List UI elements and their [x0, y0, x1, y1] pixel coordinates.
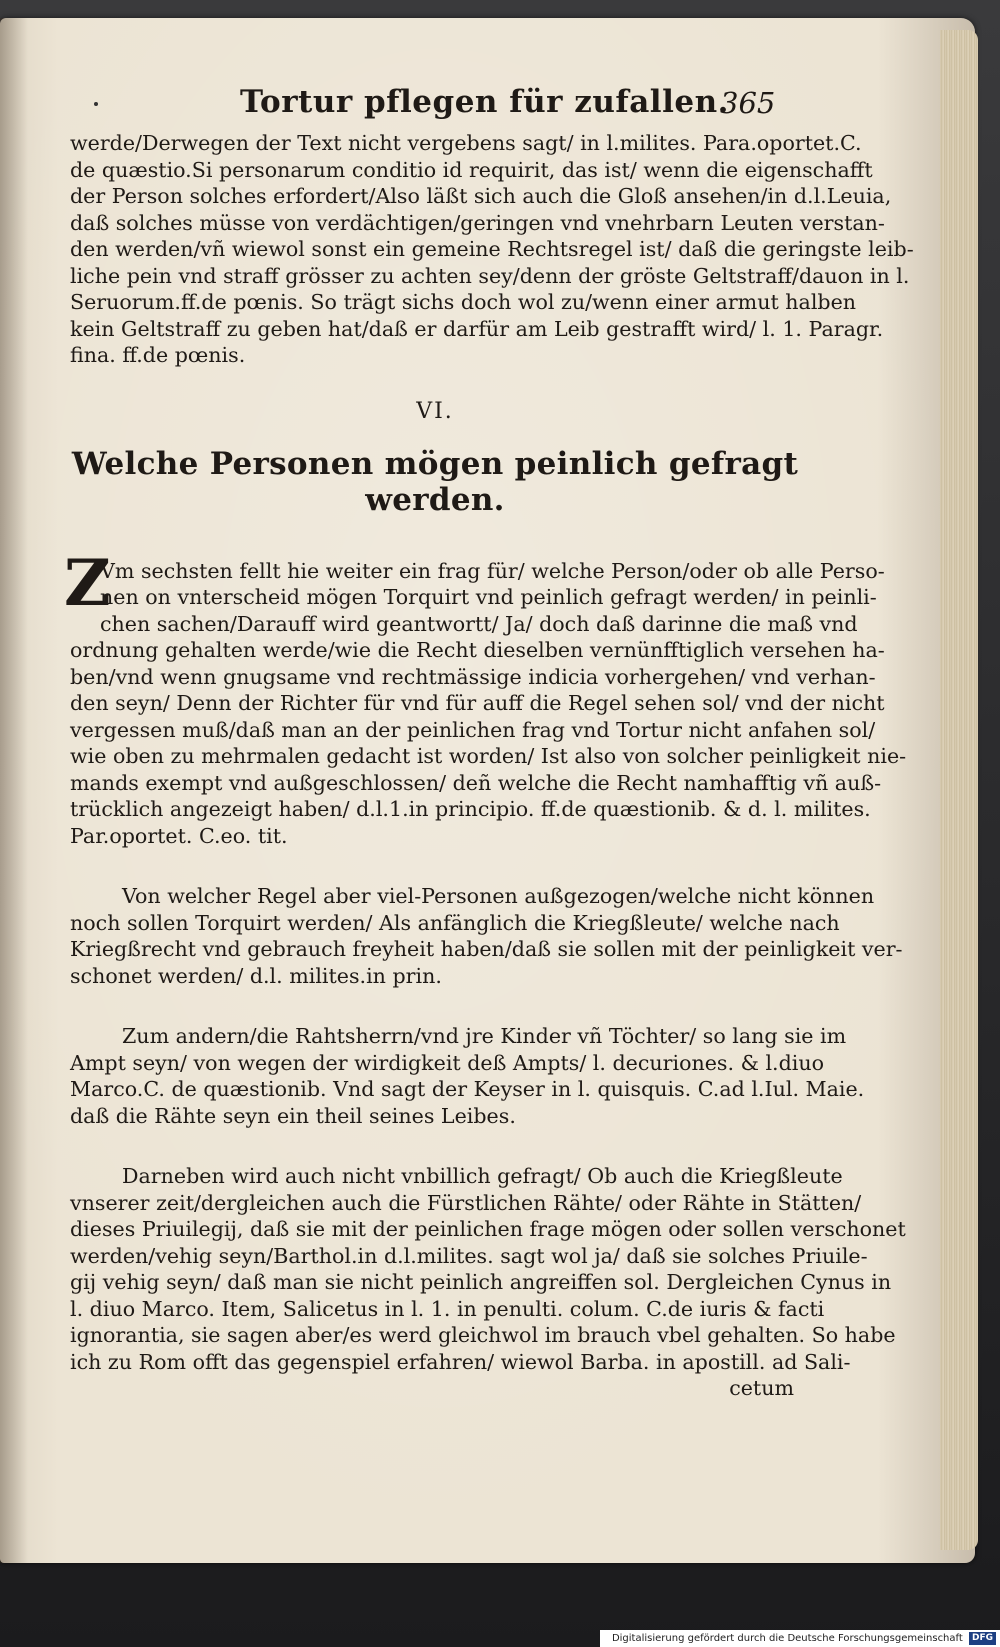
text-line: noch sollen Torquirt werden/ Als anfänglich die Kriegßleute/ welche nach: [70, 910, 840, 935]
text-line: Seruorum.ff.de pœnis. So trägt sichs doch wol zu/wenn einer armut halben: [70, 290, 857, 314]
credit-text: Digitalisierung gefördert durch die Deutsche Forschungsgemeinschaft: [611, 1633, 963, 1644]
text-line: ordnung gehalten werde/wie die Recht dieselben vernünfftiglich versehen ha-: [70, 638, 885, 662]
text-line: vnserer zeit/dergleichen auch die Fürstlichen Rähte/ oder Rähte in Stätten/: [70, 1190, 862, 1215]
page-fore-edge: [940, 30, 978, 1550]
text-line: fina. ff.de pœnis.: [70, 343, 246, 367]
catchword: cetum: [729, 1376, 794, 1400]
text-line: Par.oportet. C.eo. tit.: [70, 823, 288, 848]
text-line: Zum andern/die Rahtsherrn/vnd jre Kinder vñ Töchter/ so lang sie im: [122, 1024, 847, 1048]
running-head: [70, 80, 800, 130]
spine-shadow: [0, 18, 28, 1563]
text-line: Von welcher Regel aber viel-Personen außgezogen/welche nicht können: [122, 884, 875, 908]
ink-dot: [94, 102, 98, 106]
text-line: werde/Derwegen der Text nicht vergebens sagt/ in l.milites. Para.oportet.C.: [70, 131, 862, 155]
text-line: ben/vnd wenn gnugsame vnd rechtmässige indicia vorhergehen/ vnd verhan-: [70, 664, 876, 689]
text-line: mands exempt vnd außgeschlossen/ deñ welche die Recht namhafftig vñ auß-: [70, 770, 882, 795]
text-line: Darneben wird auch nicht vnbillich gefragt/ Ob auch die Kriegßleute: [122, 1164, 843, 1188]
page-number: 365: [720, 86, 776, 120]
text-line: werden/vehig seyn/Barthol.in d.l.milites. sagt wol ja/ daß sie solches Priuile-: [70, 1243, 868, 1268]
paragraph-5: [70, 1163, 906, 1375]
text-line: kein Geltstraff zu geben hat/daß er darfür am Leib gestrafft wird/ l. 1. Paragr.: [70, 316, 884, 341]
section-number: VI.: [416, 398, 454, 424]
text-line: gij vehig seyn/ daß man sie nicht peinlich angreiffen sol. Dergleichen Cynus in: [70, 1270, 892, 1294]
page-text-block: [64, 80, 914, 1402]
text-line: liche pein vnd straff grösser zu achten sey/denn der gröste Geltstraff/dauon in l.: [70, 263, 910, 288]
text-line: nen on vnterscheid mögen Torquirt vnd peinlich gefragt werden/ in peinli-: [100, 585, 877, 609]
paragraph-gap: [70, 1129, 800, 1163]
dfg-logo: DFG: [969, 1632, 996, 1645]
paragraph-4: [70, 1023, 865, 1129]
text-line: wie oben zu mehrmalen gedacht ist worden/ Ist also von solcher peinligkeit nie-: [70, 744, 907, 768]
text-line: dieses Priuilegij, daß sie mit der peinlichen frage mögen oder sollen verschonet: [70, 1217, 906, 1241]
paragraph-3: [70, 883, 903, 989]
text-line: l. diuo Marco. Item, Salicetus in l. 1. in penulti. colum. C.de iuris & facti: [70, 1296, 825, 1321]
text-line: ich zu Rom offt das gegenspiel erfahren/ wiewol Barba. in apostill. ad Sali-: [70, 1349, 851, 1374]
text-line: ignorantia, sie sagen aber/es werd gleichwol im brauch vbel gehalten. So habe: [70, 1323, 896, 1347]
paragraph-1: [70, 130, 914, 369]
drop-initial: Z: [64, 545, 111, 621]
running-title: Tortur pflegen für zufallen.: [240, 84, 729, 120]
text-line: schonet werden/ d.l. milites.in prin.: [70, 963, 442, 988]
text-line: Marco.C. de quæstionib. Vnd sagt der Keyser in l. quisquis. C.ad l.Iul. Maie.: [70, 1077, 865, 1101]
text-line: chen sachen/Darauff wird geantwortt/ Ja/ doch daß darinne die maß vnd: [100, 611, 858, 636]
text-line: trücklich angezeigt haben/ d.l.1.in principio. ff.de quæstionib. & d. l. milites.: [70, 797, 871, 821]
paragraph-gap: [70, 849, 800, 883]
text-line: Vm sechsten fellt hie weiter ein frag für/ welche Person/oder ob alle Perso-: [100, 558, 885, 583]
paragraph-gap: [70, 989, 800, 1023]
text-line: daß die Rähte seyn ein theil seines Leibes.: [70, 1103, 516, 1128]
text-line: vergessen muß/daß man an der peinlichen frag vnd Tortur nicht anfahen sol/: [70, 717, 876, 742]
text-line: Ampt seyn/ von wegen der wirdigkeit deß Ampts/ l. decuriones. & l.diuo: [70, 1050, 825, 1075]
digitization-credit: [600, 1630, 1000, 1647]
text-line: daß solches müsse von verdächtigen/geringen vnd vnehrbarn Leuten verstan-: [70, 210, 885, 235]
paragraph-2: [70, 558, 907, 850]
text-line: der Person solches erfordert/Also läßt sich auch die Gloß ansehen/in d.l.Leuia,: [70, 184, 892, 208]
text-line: den werden/vñ wiewol sonst ein gemeine Rechtsregel ist/ daß die geringste leib-: [70, 237, 914, 261]
text-line: den seyn/ Denn der Richter für vnd für auff die Regel sehen sol/ vnd der nicht: [70, 691, 885, 715]
section-title: Welche Personen mögen peinlich gefragt werden.: [71, 445, 799, 518]
text-line: de quæstio.Si personarum conditio id requirit, das ist/ wenn die eigenschafft: [70, 157, 873, 182]
paragraph-2-wrapper: [64, 545, 907, 850]
text-line: Kriegßrecht vnd gebrauch freyheit haben/daß sie sollen mit der peinligkeit ver-: [70, 937, 903, 961]
